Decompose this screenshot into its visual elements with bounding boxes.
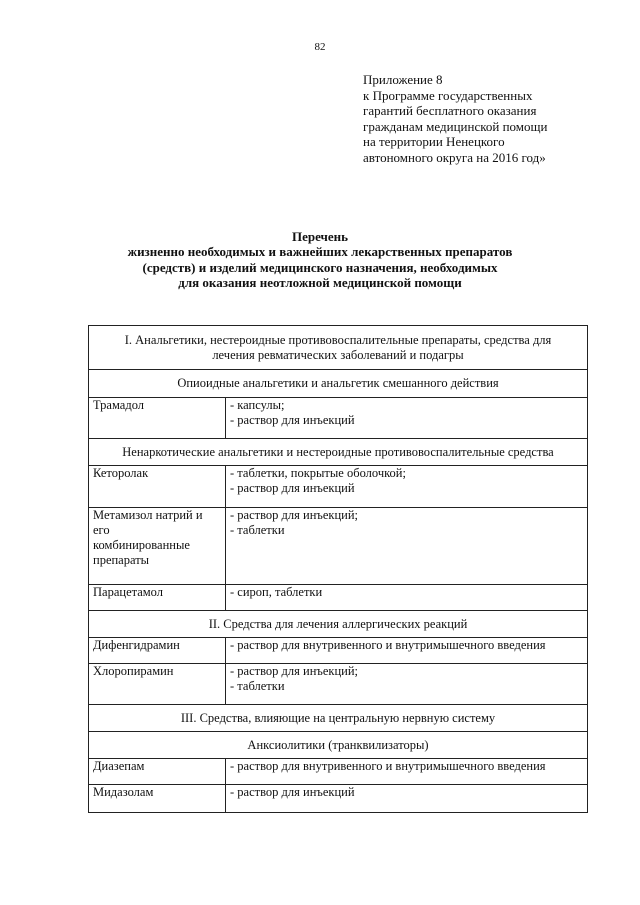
drug-row — [89, 585, 588, 611]
title-line: жизненно необходимых и важнейших лекарственных препаратов — [127, 244, 513, 260]
drug-row — [89, 638, 588, 664]
drug-forms — [226, 466, 588, 508]
drug-name: Дифенгидрамин — [89, 638, 226, 664]
drug-name: Трамадол — [89, 398, 226, 439]
subsection-row — [89, 732, 588, 759]
drug-forms — [226, 664, 588, 705]
subsection-heading-opioid: Опиоидные анальгетики и анальгетик смешанного действия — [89, 370, 588, 398]
drug-forms — [226, 785, 588, 813]
drug-form-line: - раствор для внутривенного и внутримышечного введения — [230, 638, 546, 652]
section-heading-line: I. Анальгетики, нестероидные противовоспалительные препараты, средства для — [124, 332, 552, 347]
drug-form-line: - раствор для инъекций — [230, 413, 355, 427]
drug-row — [89, 759, 588, 785]
appendix-line: Приложение 8 — [363, 72, 443, 87]
appendix-line: гражданам медицинской помощи — [363, 118, 548, 134]
drug-form-line: - таблетки — [230, 679, 285, 693]
drug-form-line: - раствор для инъекций — [230, 785, 355, 799]
drug-forms — [226, 585, 588, 611]
drug-form-line: - таблетки — [230, 523, 285, 537]
drug-row — [89, 508, 588, 585]
drug-name: Мидазолам — [89, 785, 226, 813]
appendix-line: на территории Ненецкого — [363, 134, 505, 150]
section-row — [89, 326, 588, 370]
drug-name-line: препараты — [93, 553, 150, 567]
drug-row — [89, 785, 588, 813]
document-title — [0, 229, 640, 291]
drug-form-line: - раствор для внутривенного и внутримышечного введения — [230, 759, 546, 773]
drug-form-line: - раствор для инъекций; — [230, 508, 359, 522]
page-number: 82 — [314, 41, 326, 53]
section-heading-line: лечения ревматических заболеваний и подагры — [212, 347, 464, 362]
drug-form-line: - раствор для инъекций; — [230, 664, 359, 678]
drug-form-line: - капсулы; — [230, 398, 285, 412]
drug-form-line: - таблетки, покрытые оболочкой; — [230, 466, 406, 480]
drug-forms — [226, 508, 588, 585]
drug-name: Хлоропирамин — [89, 664, 226, 705]
subsection-row — [89, 370, 588, 398]
drug-list-table — [88, 325, 588, 813]
subsection-row — [89, 439, 588, 466]
section-heading-analgesics — [89, 326, 588, 370]
drug-row — [89, 466, 588, 508]
drug-name-line: Метамизол натрий и — [93, 508, 203, 522]
appendix-line: гарантий бесплатного оказания — [363, 103, 537, 119]
drug-name-line: его — [93, 523, 110, 537]
section-row — [89, 611, 588, 638]
drug-form-line: - раствор для инъекций — [230, 481, 355, 495]
subsection-heading-anxiolytics: Анксиолитики (транквилизаторы) — [89, 732, 588, 759]
section-heading-cns: III. Средства, влияющие на центральную нервную систему — [89, 705, 588, 732]
title-line: для оказания неотложной медицинской помощи — [178, 275, 462, 291]
section-row — [89, 705, 588, 732]
drug-forms — [226, 398, 588, 439]
subsection-heading-non-narcotic: Ненаркотические анальгетики и нестероидные противовоспалительные средства — [89, 439, 588, 466]
drug-row — [89, 398, 588, 439]
drug-row — [89, 664, 588, 705]
drug-forms — [226, 759, 588, 785]
title-line: Перечень — [291, 229, 349, 244]
drug-name: Диазепам — [89, 759, 226, 785]
appendix-header — [363, 72, 613, 166]
drug-name-line: комбинированные — [93, 538, 190, 552]
drug-name: Кеторолак — [89, 466, 226, 508]
drug-form-line: - сироп, таблетки — [230, 585, 323, 599]
appendix-line: автономного округа на 2016 год» — [363, 149, 546, 165]
drug-forms — [226, 638, 588, 664]
drug-name: Парацетамол — [89, 585, 226, 611]
title-line: (средств) и изделий медицинского назначения, необходимых — [142, 259, 498, 275]
section-heading-allergic: II. Средства для лечения аллергических реакций — [89, 611, 588, 638]
appendix-line: к Программе государственных — [363, 87, 533, 103]
drug-name — [89, 508, 226, 585]
